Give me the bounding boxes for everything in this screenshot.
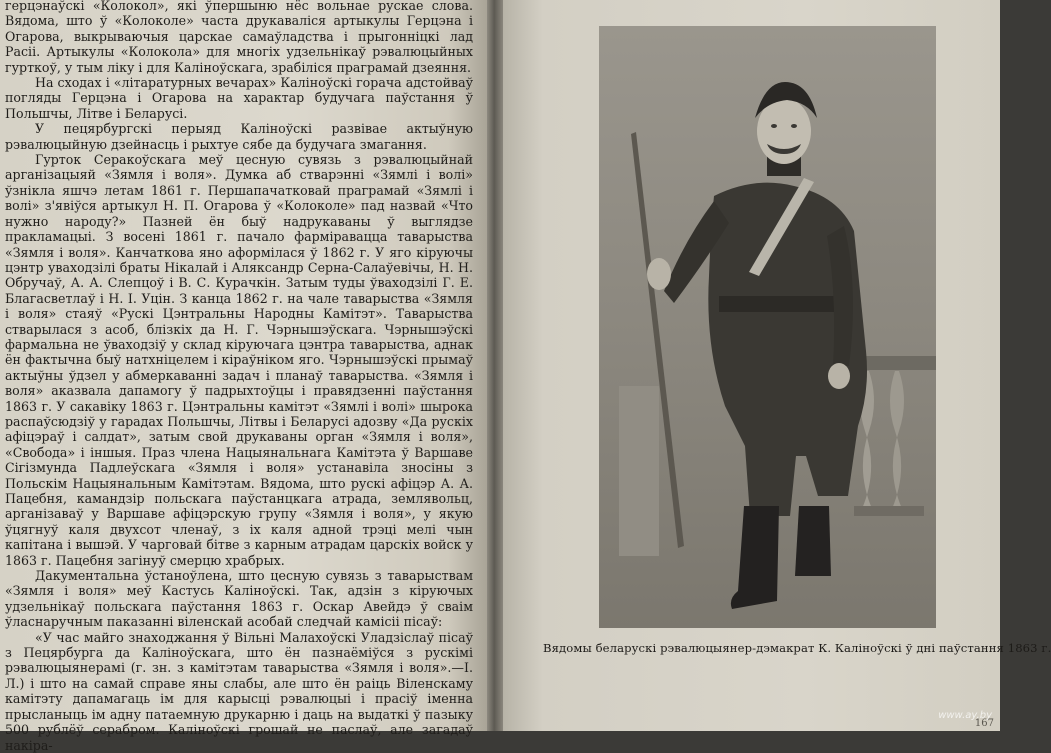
body-text-column [5,0,473,753]
paragraph: Дакументальна ўстаноўлена, што цесную сувязь з таварыствам «Зямля і воля» меў Кастусь Каліноўскі. Так, адзін з кіруючых удзельнікаў польскага паўстання 1863 г. Оскар Авейдэ ў сваім ўласнаручным паказанні віленскай асобай следчай камісіі пісаў: [5,568,473,630]
paragraph: На сходах і «літаратурных вечарах» Каліноўскі горача адстойваў погляды Герцэна і Огарова на характар будучага паўстання ў Польшчы, Літве і Беларусі. [5,75,473,121]
photo-caption: Вядомы беларускі рэвалюцыянер-дэмакрат К. Каліноўскі ў дні паўстання 1863 г. [543,641,1051,655]
portrait-photograph [599,26,936,628]
left-page [0,0,487,753]
paragraph: герцэнаўскі «Колокол», які ўпершыню нёс вольнае рускае слова. Вядома, што ў «Колоколе» часта друкаваліся артыкулы Герцэна і Огарова, выкрываючыя царскае самаўладства і прыгонніцкі лад Расіі. Артыкулы «Колокола» для многіх удзельнікаў рэвалюцыйных гурткоў, у тым ліку і для Каліноўскага, зрабіліся праграмай дзеяння. [5,0,473,75]
right-page [503,0,1051,731]
paragraph: Гурток Серакоўскага меў цесную сувязь з рэвалюцыйнай арганізацыяй «Зямля і воля». Думка аб стварэнні «Зямлі і волі» ўзнікла яшчэ летам 1861 г. Першапачатковай праграмай «Зямлі і волі» з'явіўся артыкул Н. П. Огарова ў «Колоколе» пад назвай «Что нужно народу?» Пазней ён быў надрукаваны ў выглядзе пракламацыі. З восені 1861 г. пачало фарміравацца таварыства «Зямля і воля». Канчаткова яно аформілася ў 1862 г. У яго кіруючы цэнтр уваходзілі браты Нікалай і Аляксандр Серна-Салаўевічы, Н. Н. Обручаў, А. А. Слепцоў і В. С. Курачкін. Затым туды ўваходзілі Г. Е. Благасветлаў і Н. І. Уцін. З канца 1862 г. на чале таварыства «Зямля і воля» стаяў «Рускі Цэнтральны Народны Камітэт». Таварыства стварылася з асоб, блізкіх да Н. Г. Чэрнышэўскага. Чэрнышэўскі фармальна не ўваходзіў у склад кіруючага цэнтра таварыства, аднак ён фактычна быў натхніцелем і кіраўніком яго. Чэрнышэўскі прымаў актыўны ўдзел у абмеркаванні задач і планаў таварыства. «Зямля і воля» аказвала дапамогу ў падрыхтоўцы і правядзенні паўстання 1863 г. У сакавіку 1863 г. Цэнтральны камітэт «Зямлі і волі» шырока распаўсюдзіў у гарадах Польшчы, Літвы і Беларусі адозву «Да рускіх афіцэраў і салдат», затым свой друкаваны орган «Зямля і воля», «Свобода» і іншыя. Праз члена Нацыянальнага Камітэта ў Варшаве Сігізмунда Падлеўскага «Зямля і воля» устанавіла зносіны з Польскім Нацыянальным Камітэтам. Вядома, што рускі афіцэр А. А. Пацебня, камандзір польскага паўстанцкага атрада, землявольц, арганізаваў у Варшаве афіцэрскую групу «Зямля і воля», у якую ўцягнуў каля двухсот членаў, з іх каля адной трэці мелі чын капітана і вышэй. У чарговай бітве з карным атрадам царскіх войск у 1863 г. Пацебня загінуў смерцю храбрых. [5,152,473,568]
watermark: www.ay.by [938,710,992,721]
portrait-image [599,26,936,628]
paragraph: «У час майго знаходжання ў Вільні Малахоўскі Уладзіслаў пісаў з Пецярбурга да Каліноўскага, што ён пазнаёміўся з рускімі рэвалюцыянерамі (г. зн. з камітэтам таварыства «Зямля і воля».—І. Л.) і што на самай справе яны слабы, але што ён раіць Віленскаму камітэту дапамагаць ім для карысці рэвалюцыі і прасіў іменна прысланыць ім адну патаемную друкарню і даць на выдаткі ў пазыку 500 рублёў серабром. Каліноўскі грошай не паслаў, але загадаў накіра- [5,629,473,753]
book-gutter [487,0,503,731]
page-number: 167 [974,718,994,729]
paragraph: У пецярбургскі перыяд Каліноўскі развівае актыўную рэвалюцыйную дзейнасць і рыхтуе сябе да будучага змагання. [5,121,473,152]
